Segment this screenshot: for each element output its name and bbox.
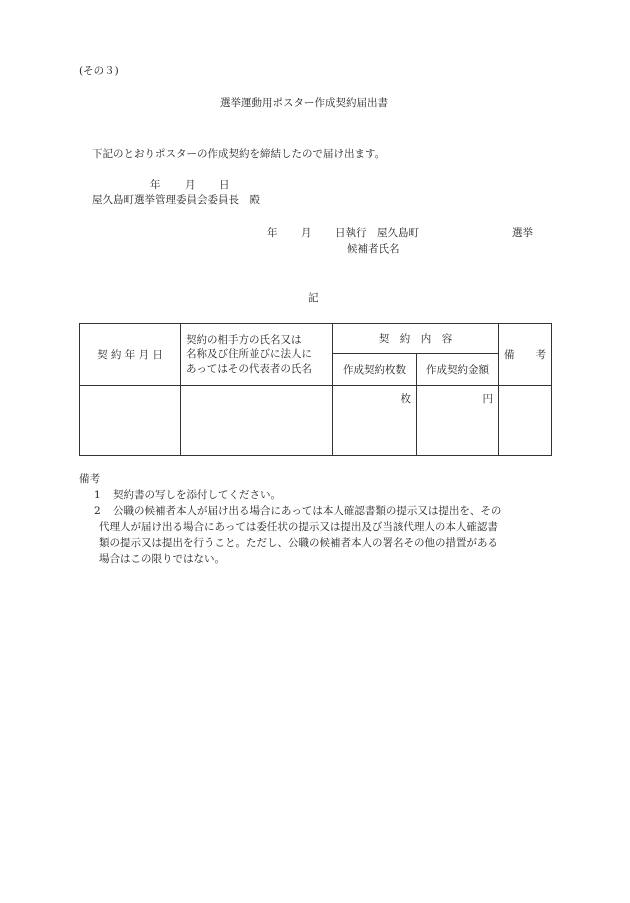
- sheet-count-unit: 枚: [400, 393, 411, 405]
- header-counterparty: [181, 324, 333, 386]
- intro-text: 下記のとおりポスターの作成契約を締結したので届け出ます。: [92, 148, 386, 160]
- election-held-label: 日執行 屋久島町: [335, 227, 419, 239]
- header-counterparty-line: 名称及び住所並びに法人に: [186, 348, 312, 361]
- note-1-number: 1: [94, 489, 101, 501]
- date-month-label: 月: [185, 179, 196, 191]
- sheet-count-cell: [333, 386, 417, 456]
- date-day-label: 日: [219, 179, 230, 191]
- header-counterparty-line: 契約の相手方の氏名又は: [186, 333, 302, 346]
- note-2-line: 公職の候補者本人が届け出る場合にあっては本人確認書類の提示又は提出を、その: [113, 505, 502, 517]
- contract-table: [79, 323, 552, 456]
- counterparty-cell: [181, 386, 333, 456]
- contract-amount-unit: 円: [482, 393, 493, 405]
- addressee: 屋久島町選挙管理委員会委員長 殿: [92, 194, 260, 206]
- election-month-label: 月: [301, 227, 312, 239]
- note-2-line: 類の提示又は提出を行うこと。ただし、公職の候補者本人の署名その他の措置がある: [99, 537, 498, 549]
- note-2-number: 2: [94, 505, 101, 517]
- remarks-cell: [499, 386, 552, 456]
- date-year-label: 年: [150, 179, 161, 191]
- record-heading: 記: [308, 292, 319, 304]
- candidate-name-label: 候補者氏名: [347, 243, 400, 255]
- contract-date-cell: [80, 386, 181, 456]
- note-2-line: 場合はこの限りではない。: [99, 553, 225, 565]
- page-label: (その３): [79, 65, 119, 77]
- header-remarks: 備 考: [499, 324, 552, 386]
- header-contract-date: 契 約 年 月 日: [80, 324, 181, 386]
- header-counterparty-line: あってはその代表者の氏名: [186, 362, 312, 375]
- document-title: 選挙運動用ポスター作成契約届出書: [220, 97, 388, 109]
- header-contract-contents: 契 約 内 容: [333, 324, 499, 354]
- election-year-label: 年: [267, 227, 278, 239]
- header-sheet-count: 作成契約枚数: [333, 354, 417, 386]
- header-contract-amount: 作成契約金額: [417, 354, 499, 386]
- contract-amount-cell: [417, 386, 499, 456]
- notes-heading: 備考: [79, 473, 100, 485]
- note-2-line: 代理人が届け出る場合にあっては委任状の提示又は提出及び当該代理人の本人確認書: [99, 521, 498, 533]
- election-name-label: 選挙: [512, 227, 533, 239]
- note-1-text: 契約書の写しを添付してください。: [113, 489, 281, 501]
